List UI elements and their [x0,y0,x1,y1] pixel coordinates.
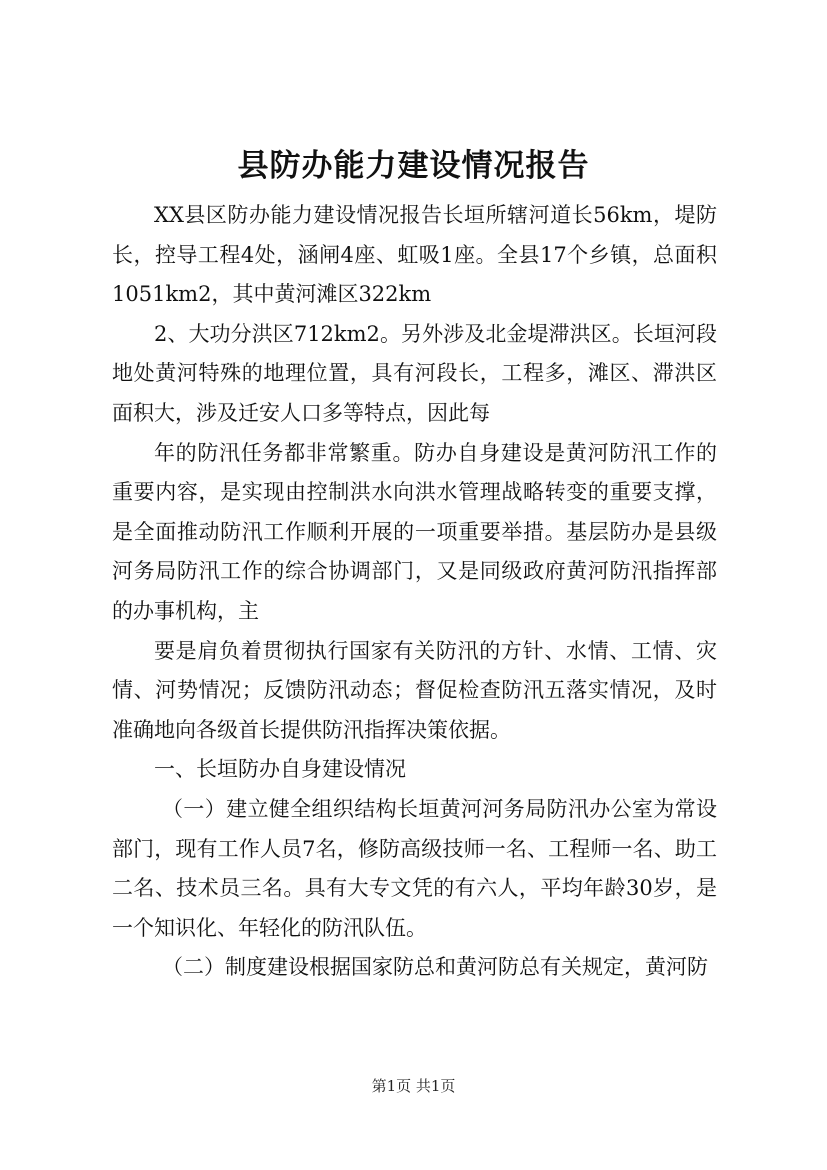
document-body [112,196,717,988]
paragraph-4: 要是肩负着贯彻执行国家有关防汛的方针、水情、工情、灾情、河势情况；反馈防汛动态；督促检查防汛五落实情况，及时准确地向各级首长提供防汛指挥决策依据。 [112,638,717,742]
document-title: 县防办能力建设情况报告 [237,148,590,184]
paragraph-3: 年的防汛任务都非常繁重。防办自身建设是黄河防汛工作的重要内容，是实现由控制洪水向洪水管理战略转变的重要支撑，是全面推动防汛工作顺利开展的一项重要举措。基层防办是县级河务局防汛工作的综合协调部门，又是同级政府黄河防汛指挥部的办事机构，主 [112,440,717,623]
paragraph-1: XX县区防办能力建设情况报告长垣所辖河道长56km，堤防长，控导工程4处，涵闸4座、虹吸1座。全县17个乡镇，总面积1051km2，其中黄河滩区322km [112,203,717,307]
paragraph-5: （一）建立健全组织结构长垣黄河河务局防汛办公室为常设部门，现有工作人员7名，修防高级技师一名、工程师一名、助工二名、技术员三名。具有大专文凭的有六人，平均年龄30岁，是一个知识化、年轻化的防汛队伍。 [112,796,717,940]
section-heading-1: 一、长垣防办自身建设情况 [154,757,406,782]
paragraph-6: （二）制度建设根据国家防总和黄河防总有关规定，黄河防 [162,955,708,980]
page-footer: 第1页 共1页 [371,1077,456,1095]
paragraph-2: 2、大功分洪区712km2。另外涉及北金堤滞洪区。长垣河段地处黄河特殊的地理位置，具有河段长，工程多，滩区、滞洪区面积大，涉及迁安人口多等特点，因此每 [112,321,717,425]
